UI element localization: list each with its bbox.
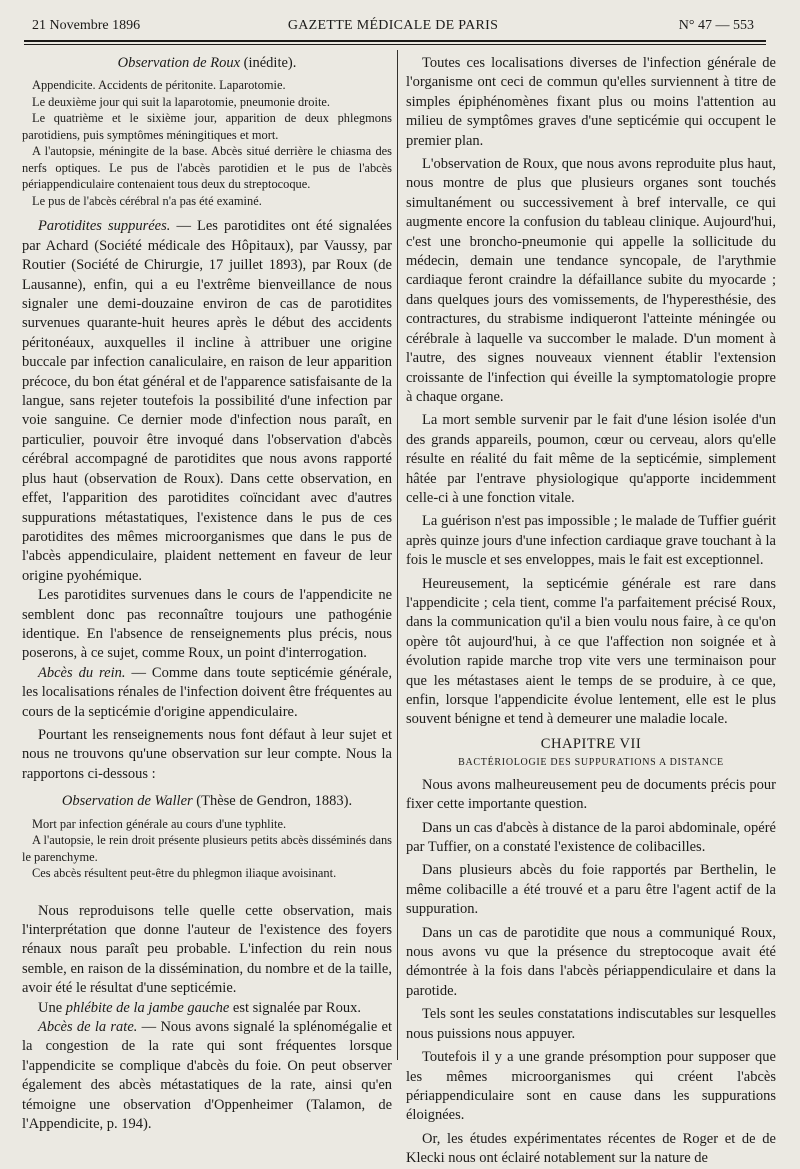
paragraph: Or, les études expérimentates récentes de Roger et de de Klecki nous ont éclairé notablement sur la nature de xyxy=(406,1130,776,1167)
paragraph: Abcès du rein. — Comme dans toute septicémie générale, les localisations rénales de l'infection doivent être fréquentes au cours de la septicémie d'origine appendiculaire. xyxy=(22,664,392,720)
observation-line: Mort par infection générale au cours d'une typhlite. xyxy=(32,816,287,831)
paragraph: Abcès de la rate. — Nous avons signalé la splénomégalie et la congestion de la rate qui sont fréquentes lorsque l'appendicite se complique d'abcès du foie. On peut observer également des abcès métastatiques de la rate, ainsi qu'en témoigne une observation d'Oppenheimer (Talamon, de l'Appendicite, p. 194). xyxy=(22,1019,392,1133)
observation-line: Le quatrième et le sixième jour, apparition de deux phlegmons parotidiens, puis symptômes méningitiques et mort. xyxy=(22,111,392,142)
observation-line: Le deuxième jour qui suit la laparotomie, pneumonie droite. xyxy=(32,94,330,109)
paragraph: Nous avons malheureusement peu de documents précis pour fixer cette importante question. xyxy=(406,776,776,813)
observation-heading: Observation de Roux (inédite). xyxy=(117,55,297,71)
header-rule-thin xyxy=(24,44,766,45)
paragraph: Pourtant les renseignements nous font défaut à leur sujet et nous ne trouvons qu'une observation sur leur compte. Nous la rapportons ci-dessous : xyxy=(22,726,392,782)
section-heading: Abcès du rein. xyxy=(38,664,126,681)
observation-line: A l'autopsie, méningite de la base. Abcès situé derrière le chiasma des nerfs optiques. Le pus de l'abcès parotidien et le pus de l'abcès périappendiculaire contenaient tous deux du streptocoque. xyxy=(22,144,392,192)
paragraph: Dans un cas d'abcès à distance de la paroi abdominale, opéré par Tuffier, on a constaté l'existence de colibacilles. xyxy=(406,819,776,856)
journal-title: GAZETTE MÉDICALE DE PARIS xyxy=(287,18,499,33)
right-column xyxy=(406,54,776,1169)
left-column xyxy=(22,54,392,1134)
paragraph: Dans un cas de parotidite que nous a communiqué Roux, nous avons vu que la présence du streptocoque avait été démontrée à la fois dans l'abcès périappendiculaire et dans la parotide. xyxy=(406,924,776,999)
paragraph: Toutes ces localisations diverses de l'infection générale de l'organisme ont ceci de commun qu'elles surviennent à titre de simples épiphénomènes fixant plus ou moins l'attention au milieu de symptômes graves d'une septicémie qui occupent le premier plan. xyxy=(406,55,776,149)
paragraph: La guérison n'est pas impossible ; le malade de Tuffier guérit après quinze jours d'une infection cardiaque grave touchant à la fois le muscle et ses enveloppes, mais le fait est exceptionnel. xyxy=(406,513,776,569)
paragraph: L'observation de Roux, que nous avons reproduite plus haut, nous montre de plus que plusieurs organes sont touchés simultanément ou successivement à bref intervalle, ce qui augmente encore la confusion du tableau clinique. Aujourd'hui, c'est une broncho-pneumonie qui appelle la sollicitude du médecin, demain une tendance syncopale, de l'arythmie cardiaque feront craindre la défaillance subite du myocarde ; dans quelques jours des vomissements, de l'hyperesthésie, des contractures, du strabisme indiqueront l'atteinte méningée ou cérébrale à laquelle va succomber le malade. D'un moment à l'autre, des signes nouveaux viennent établir l'extension croissante de l'infection qui éveille la symptomatologie propre à chaque organe. xyxy=(406,156,776,405)
paragraph: Heureusement, la septicémie générale est rare dans l'appendicite ; cela tient, comme l'a parfaitement précisé Roux, dans la communication qu'il a bien voulu nous faire, à ce qu'on opère tôt aujourd'hui, à ce que l'affection non soignée et à évolution rapide marche trop vite vers une terminaison pour que les métastases aient le temps de se produire, à ce que, enfin, lorsque l'appendicite évolue lentement, elle est le plus souvent bénigne et tend à demeurer une maladie locale. xyxy=(406,575,776,728)
paragraph: Une phlébite de la jambe gauche est signalée par Roux. xyxy=(38,999,361,1016)
observation-heading: Observation de Waller (Thèse de Gendron, 1883). xyxy=(61,793,353,810)
paragraph: Tels sont les seules constatations indiscutables sur lesquelles nous puissions nous appuyer. xyxy=(406,1006,776,1042)
paragraph: Parotidites suppurées. — Les parotidites ont été signalées par Achard (Société médicale des Hôpitaux), par Vaussy, par Routier (Société de Chirurgie, 17 juillet 1893), par Roux (de Lausanne), enfin, qui a eu l'extrême bienveillance de nous signaler une demi-douzaine environ de cas de parotidites survenues quarante-huit heures après le début des accidents péritonéaux, auxquelles il incline à attribuer une origine buccale par infection canaliculaire, en raison de leur apparition précoce, du bon état général et de l'apparence satisfaisante de la langue, sans rejeter toutefois la possibilité d'une infection par voie sanguine. Ce dernier mode d'infection nous paraît, en particulier, pouvoir être invoqué dans l'observation d'abcès cérébral accompagné de parotidites que nous avons rapporté plus haut (observation de Roux). Dans cette observation, en effet, l'apparition des parotidites coïncidant avec d'autres suppurations métastatiques, l'existence dans le pus de ces parotidites des mêmes microorganismes que dans le pus de l'abcès appendiculaire, plaident nettement en faveur de leur origine pyohémique. xyxy=(22,218,392,584)
section-heading: Parotidites suppurées. xyxy=(38,218,171,235)
page-number: N° 47 — 553 xyxy=(678,18,754,33)
header-rule xyxy=(24,40,766,42)
issue-date: 21 Novembre 1896 xyxy=(32,18,141,33)
chapter-subtitle: BACTÉRIOLOGIE DES SUPPURATIONS A DISTANCE xyxy=(458,756,724,768)
observation-line: Ces abcès résultent peut-être du phlegmon iliaque avoisinant. xyxy=(32,866,337,881)
section-heading: Abcès de la rate. xyxy=(38,1019,138,1036)
paragraph: Nous reproduisons telle quelle cette observation, mais l'interprétation que donne l'auteur de l'existence des foyers rénaux nous paraît peu probable. L'infection du rein nous semble, en raison de la dissémination, du nombre et de la taille, avoir été le résultat d'une septicémie. xyxy=(22,902,392,997)
paragraph: Toutefois il y a une grande présomption pour supposer que les mêmes microorganismes qui créent l'abcès périappendiculaire sont en cause dans les suppurations éloignées. xyxy=(406,1049,776,1124)
observation-line: Appendicite. Accidents de péritonite. Laparotomie. xyxy=(32,78,286,93)
paragraph: Dans plusieurs abcès du foie rapportés par Berthelin, le même colibacille a été trouvé et a paru être l'agent actif de la suppuration. xyxy=(406,862,776,918)
column-divider xyxy=(397,50,398,1060)
observation-line: Le pus de l'abcès cérébral n'a pas été examiné. xyxy=(32,193,262,208)
observation-line: A l'autopsie, le rein droit présente plusieurs petits abcès disséminés dans le parenchyme. xyxy=(22,833,392,864)
paragraph: La mort semble survenir par le fait d'une lésion isolée d'un des grands appareils, poumon, cœur ou cerveau, alors qu'elle résulte en réalité du fait même de la septicémie, simplement hâtée par l'entrave physiologique qu'apporte incidemment celle-ci à une fonction vitale. xyxy=(406,412,776,506)
page-header xyxy=(32,14,754,38)
chapter-title: CHAPITRE VII xyxy=(540,735,642,752)
paragraph: Les parotidites survenues dans le cours de l'appendicite ne semblent donc pas reconnaître toujours une pathogénie identique. En l'absence de renseignements plus précis, nous poserons, à ce sujet, comme Roux, un point d'interrogation. xyxy=(22,587,392,662)
